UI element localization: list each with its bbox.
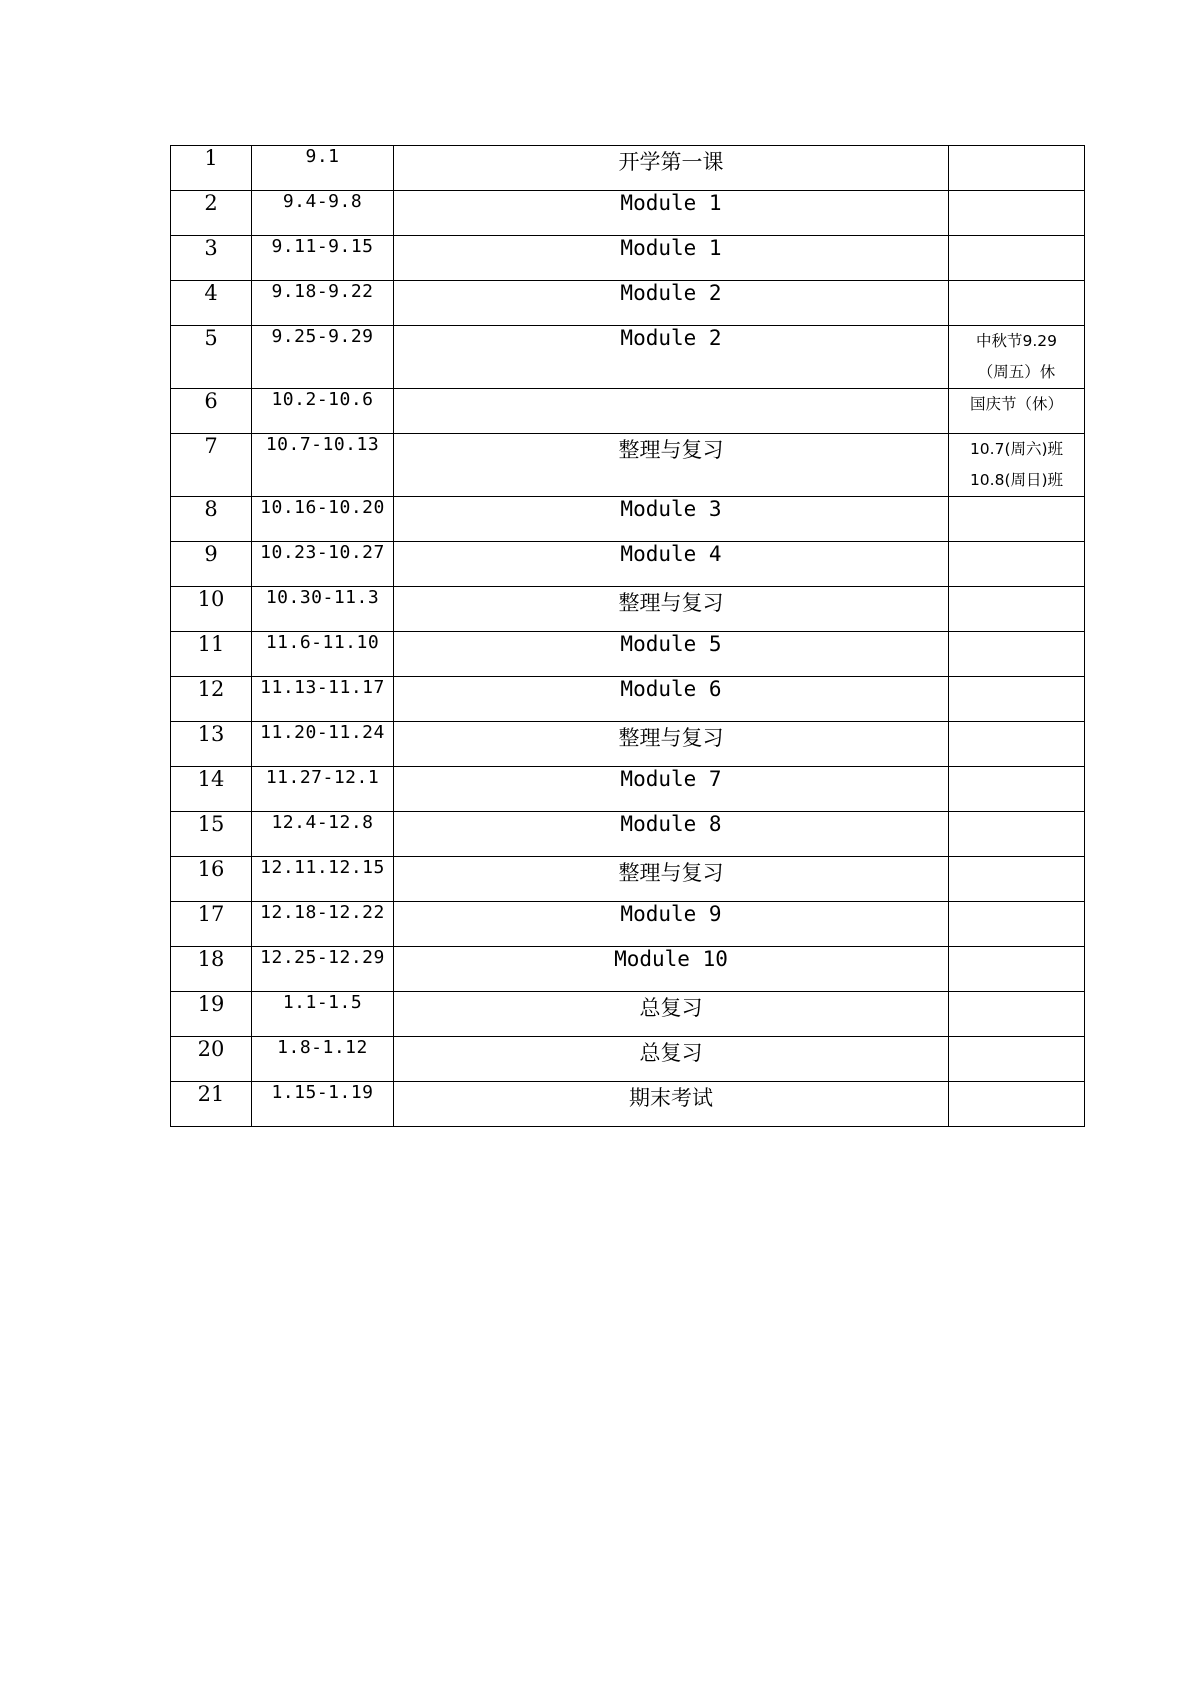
week-number-cell: 19 [171, 992, 252, 1037]
date-range-cell: 12.4-12.8 [252, 812, 394, 857]
date-range-cell: 11.20-11.24 [252, 722, 394, 767]
date-range-cell: 1.15-1.19 [252, 1082, 394, 1127]
remark-cell [949, 947, 1085, 992]
date-range-cell: 12.18-12.22 [252, 902, 394, 947]
date-range-cell: 11.6-11.10 [252, 632, 394, 677]
date-range-cell: 10.16-10.20 [252, 497, 394, 542]
week-number-cell: 16 [171, 857, 252, 902]
remark-cell [949, 497, 1085, 542]
remark-cell [949, 632, 1085, 677]
lesson-content-cell: 期末考试 [394, 1082, 949, 1127]
remark-cell [949, 857, 1085, 902]
date-range-cell: 1.8-1.12 [252, 1037, 394, 1082]
lesson-content-cell: Module 6 [394, 677, 949, 722]
date-range-cell: 9.18-9.22 [252, 281, 394, 326]
week-number-cell: 6 [171, 389, 252, 434]
remark-cell [949, 326, 1085, 389]
remark-cell [949, 722, 1085, 767]
week-number-cell: 11 [171, 632, 252, 677]
week-number-cell: 9 [171, 542, 252, 587]
remark-cell [949, 434, 1085, 497]
remark-cell [949, 146, 1085, 191]
schedule-table-body [171, 146, 1085, 1127]
remark-line: 中秋节9.29 [975, 332, 1057, 350]
table-row [171, 1037, 1085, 1082]
teaching-schedule-table [170, 145, 1085, 1127]
date-range-cell: 9.11-9.15 [252, 236, 394, 281]
lesson-content-cell: Module 2 [394, 281, 949, 326]
lesson-content-cell: Module 1 [394, 236, 949, 281]
table-row [171, 812, 1085, 857]
week-number-cell: 1 [171, 146, 252, 191]
week-number-cell: 3 [171, 236, 252, 281]
week-number-cell: 17 [171, 902, 252, 947]
table-row [171, 191, 1085, 236]
remark-cell [949, 992, 1085, 1037]
date-range-cell: 11.13-11.17 [252, 677, 394, 722]
date-range-cell: 10.30-11.3 [252, 587, 394, 632]
date-range-cell: 9.4-9.8 [252, 191, 394, 236]
table-row [171, 902, 1085, 947]
remark-cell [949, 542, 1085, 587]
table-row [171, 632, 1085, 677]
table-row [171, 326, 1085, 389]
lesson-content-cell: 整理与复习 [394, 722, 949, 767]
remark-cell [949, 1082, 1085, 1127]
date-range-cell: 10.23-10.27 [252, 542, 394, 587]
remark-line: 10.8(周日)班 [969, 471, 1064, 489]
week-number-cell: 5 [171, 326, 252, 389]
remark-line: 国庆节（休） [969, 395, 1063, 413]
remark-cell [949, 389, 1085, 434]
table-row [171, 236, 1085, 281]
week-number-cell: 2 [171, 191, 252, 236]
table-row [171, 1082, 1085, 1127]
lesson-content-cell: Module 5 [394, 632, 949, 677]
remark-cell [949, 191, 1085, 236]
remark-line: 10.7(周六)班 [969, 440, 1064, 458]
lesson-content-cell: 整理与复习 [394, 857, 949, 902]
week-number-cell: 13 [171, 722, 252, 767]
week-number-cell: 8 [171, 497, 252, 542]
lesson-content-cell: Module 8 [394, 812, 949, 857]
table-row [171, 722, 1085, 767]
table-row [171, 767, 1085, 812]
week-number-cell: 18 [171, 947, 252, 992]
week-number-cell: 7 [171, 434, 252, 497]
table-row [171, 677, 1085, 722]
lesson-content-cell [394, 389, 949, 434]
date-range-cell: 10.2-10.6 [252, 389, 394, 434]
table-row [171, 434, 1085, 497]
lesson-content-cell: Module 3 [394, 497, 949, 542]
date-range-cell: 10.7-10.13 [252, 434, 394, 497]
week-number-cell: 21 [171, 1082, 252, 1127]
remark-cell [949, 281, 1085, 326]
week-number-cell: 4 [171, 281, 252, 326]
lesson-content-cell: 开学第一课 [394, 146, 949, 191]
week-number-cell: 20 [171, 1037, 252, 1082]
lesson-content-cell: Module 4 [394, 542, 949, 587]
remark-cell [949, 902, 1085, 947]
date-range-cell: 12.25-12.29 [252, 947, 394, 992]
lesson-content-cell: 整理与复习 [394, 434, 949, 497]
lesson-content-cell: Module 10 [394, 947, 949, 992]
lesson-content-cell: Module 9 [394, 902, 949, 947]
remark-cell [949, 767, 1085, 812]
remark-cell [949, 812, 1085, 857]
table-row [171, 497, 1085, 542]
week-number-cell: 10 [171, 587, 252, 632]
table-row [171, 587, 1085, 632]
date-range-cell: 12.11.12.15 [252, 857, 394, 902]
lesson-content-cell: Module 2 [394, 326, 949, 389]
table-row [171, 389, 1085, 434]
remark-cell [949, 677, 1085, 722]
lesson-content-cell: Module 7 [394, 767, 949, 812]
remark-cell [949, 587, 1085, 632]
table-row [171, 146, 1085, 191]
remark-cell [949, 236, 1085, 281]
date-range-cell: 9.25-9.29 [252, 326, 394, 389]
week-number-cell: 14 [171, 767, 252, 812]
week-number-cell: 12 [171, 677, 252, 722]
table-row [171, 992, 1085, 1037]
remark-line: （周五）休 [977, 363, 1056, 381]
week-number-cell: 15 [171, 812, 252, 857]
date-range-cell: 11.27-12.1 [252, 767, 394, 812]
table-row [171, 542, 1085, 587]
table-row [171, 857, 1085, 902]
lesson-content-cell: Module 1 [394, 191, 949, 236]
remark-cell [949, 1037, 1085, 1082]
date-range-cell: 1.1-1.5 [252, 992, 394, 1037]
date-range-cell: 9.1 [252, 146, 394, 191]
lesson-content-cell: 总复习 [394, 1037, 949, 1082]
table-row [171, 947, 1085, 992]
lesson-content-cell: 整理与复习 [394, 587, 949, 632]
table-row [171, 281, 1085, 326]
lesson-content-cell: 总复习 [394, 992, 949, 1037]
